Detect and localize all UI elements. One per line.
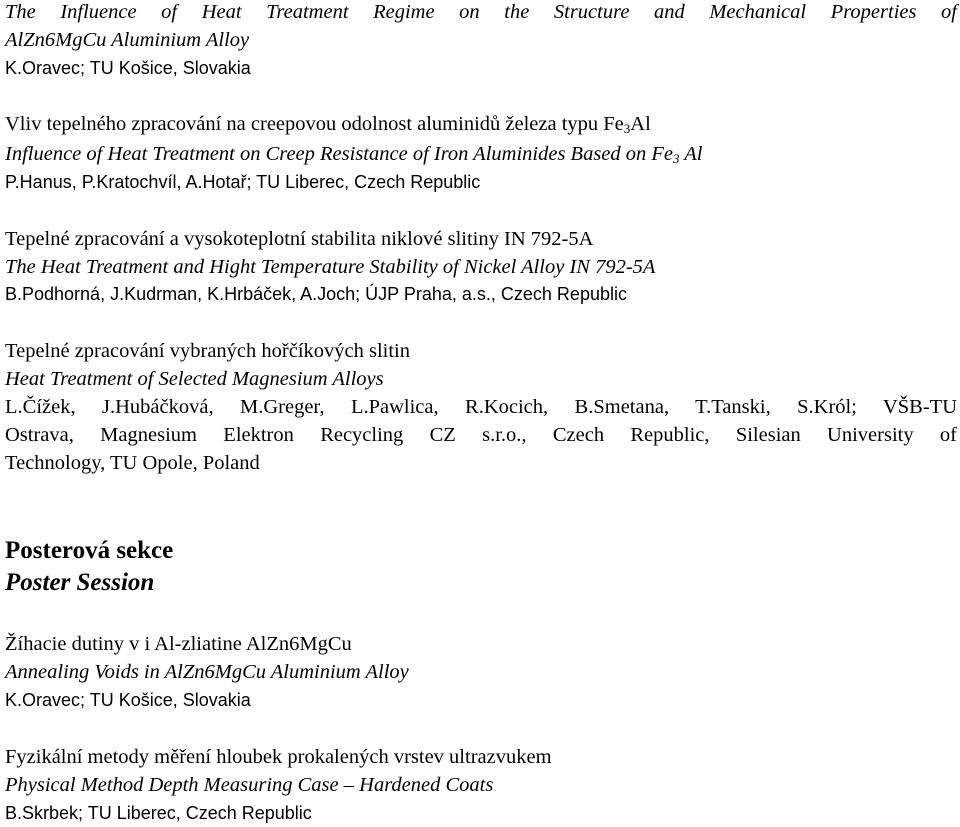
entry2-title-en-subscript: 3 xyxy=(673,151,680,166)
poster2-title-cs: Fyzikální metody měření hloubek prokalených vrstev ultrazvukem xyxy=(5,746,552,768)
entry2-title-en-suffix: Al xyxy=(679,143,703,165)
poster2-authors: B.Skrbek; TU Liberec, Czech Republic xyxy=(5,803,312,823)
entry2-title-cs-text: Vliv tepelného zpracování na creepovou odolnost aluminidů železa typu Fe xyxy=(5,113,624,135)
entry2-authors: P.Hanus, P.Kratochvíl, A.Hotař; TU Liberec, Czech Republic xyxy=(5,172,481,192)
entry4-authors-line2 xyxy=(5,423,957,447)
entry2-title-cs xyxy=(5,112,957,136)
entry3-authors: B.Podhorná, J.Kudrman, K.Hrbáček, A.Joch; ÚJP Praha, a.s., Czech Republic xyxy=(5,284,627,304)
entry2-title-cs-suffix: Al xyxy=(630,113,651,135)
section-title-en: Poster Session xyxy=(5,569,155,596)
poster1-title-sk: Žíhacie dutiny v i Al-zliatine AlZn6MgCu xyxy=(5,633,352,655)
entry4-authors-line3: Technology, TU Opole, Poland xyxy=(5,452,260,474)
entry4-authors-line2-part1: Ostrava, Magnesium Elektron Recycling CZ s.r.o., Czech Republic xyxy=(5,424,705,446)
entry1-title-en-line2: AlZn6MgCu Aluminium Alloy xyxy=(5,29,250,51)
entry4-authors-line2-part2: , Silesian University of xyxy=(704,424,957,446)
entry4-authors-line1: L.Čížek, J.Hubáčková, M.Greger, L.Pawlica, R.Kocich, B.Smetana, T.Tanski, S.Król; VŠB-TU xyxy=(5,396,957,418)
entry2-title-en xyxy=(5,142,957,166)
entry4-title-cs: Tepelné zpracování vybraných hořčíkových slitin xyxy=(5,340,411,362)
poster1-title-en: Annealing Voids in AlZn6MgCu Aluminium Alloy xyxy=(5,661,409,683)
poster1-authors: K.Oravec; TU Košice, Slovakia xyxy=(5,690,251,710)
entry3-title-cs: Tepelné zpracování a vysokoteplotní stabilita niklové slitiny IN 792-5A xyxy=(5,228,594,250)
poster2-title-en: Physical Method Depth Measuring Case – Hardened Coats xyxy=(5,774,494,796)
section-title-cs: Posterová sekce xyxy=(5,537,174,564)
entry1-authors: K.Oravec; TU Košice, Slovakia xyxy=(5,58,251,78)
entry2-title-en-text: Influence of Heat Treatment on Creep Resistance of Iron Aluminides Based on Fe xyxy=(5,143,674,165)
entry3-title-en: The Heat Treatment and Hight Temperature Stability of Nickel Alloy IN 792-5A xyxy=(5,256,656,278)
entry4-title-en: Heat Treatment of Selected Magnesium Alloys xyxy=(5,368,384,390)
entry1-title-en-line1: The Influence of Heat Treatment Regime on the Structure and Mechanical Properties of xyxy=(5,1,957,23)
entry2-title-cs-subscript: 3 xyxy=(623,121,631,136)
